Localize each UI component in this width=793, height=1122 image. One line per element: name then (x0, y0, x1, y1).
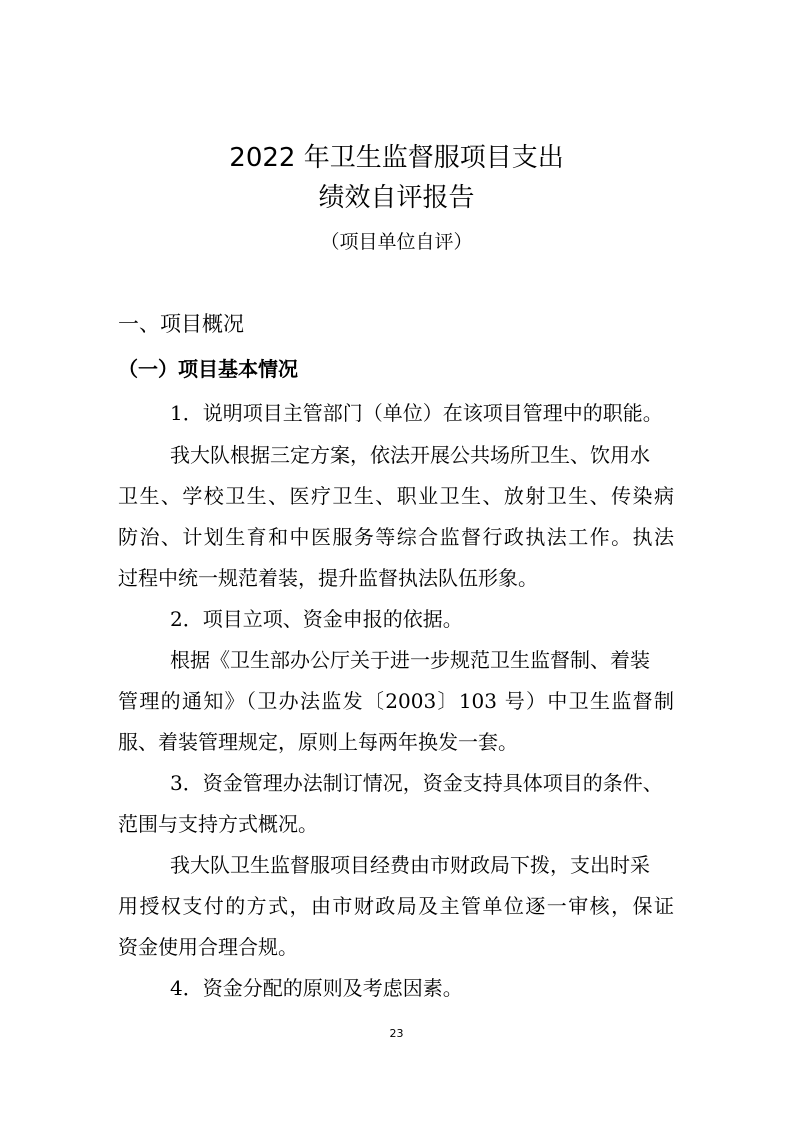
body-line: 3．资金管理办法制订情况，资金支持具体项目的条件、 (170, 771, 663, 795)
body-line: 卫生、学校卫生、医疗卫生、职业卫生、放射卫生、传染病 (118, 484, 674, 508)
body-line: 我大队根据三定方案，依法开展公共场所卫生、饮用水 (170, 443, 650, 467)
body-line: 4．资金分配的原则及考虑因素。 (170, 976, 463, 1000)
report-subtitle: （项目单位自评） (320, 231, 473, 253)
body-line: 服、着装管理规定，原则上每两年换发一套。 (118, 730, 518, 754)
body-line: 根据《卫生部办公厅关于进一步规范卫生监督制、着装 (170, 648, 650, 672)
body-line: 1．说明项目主管部门（单位）在该项目管理中的职能。 (170, 401, 663, 425)
report-title-line-1: 2022 年卫生监督服项目支出 (229, 143, 564, 173)
page-number: 23 (389, 1027, 404, 1040)
body-line: 过程中统一规范着装，提升监督执法队伍形象。 (118, 566, 538, 590)
body-line: 2．项目立项、资金申报的依据。 (170, 607, 463, 631)
report-title-line-2: 绩效自评报告 (318, 183, 475, 213)
body-line: 范围与支持方式概况。 (118, 812, 318, 836)
subsection-heading: （一）项目基本情况 (118, 357, 298, 381)
body-line: 资金使用合理合规。 (118, 935, 298, 959)
body-line: 管理的通知》（卫办法监发〔2003〕103 号）中卫生监督制 (118, 689, 674, 713)
body-line: 我大队卫生监督服项目经费由市财政局下拨，支出时采 (170, 853, 650, 877)
body-line: 防治、计划生育和中医服务等综合监督行政执法工作。执法 (118, 525, 674, 549)
body-line: 用授权支付的方式，由市财政局及主管单位逐一审核，保证 (118, 894, 674, 918)
section-heading: 一、项目概况 (118, 312, 244, 336)
